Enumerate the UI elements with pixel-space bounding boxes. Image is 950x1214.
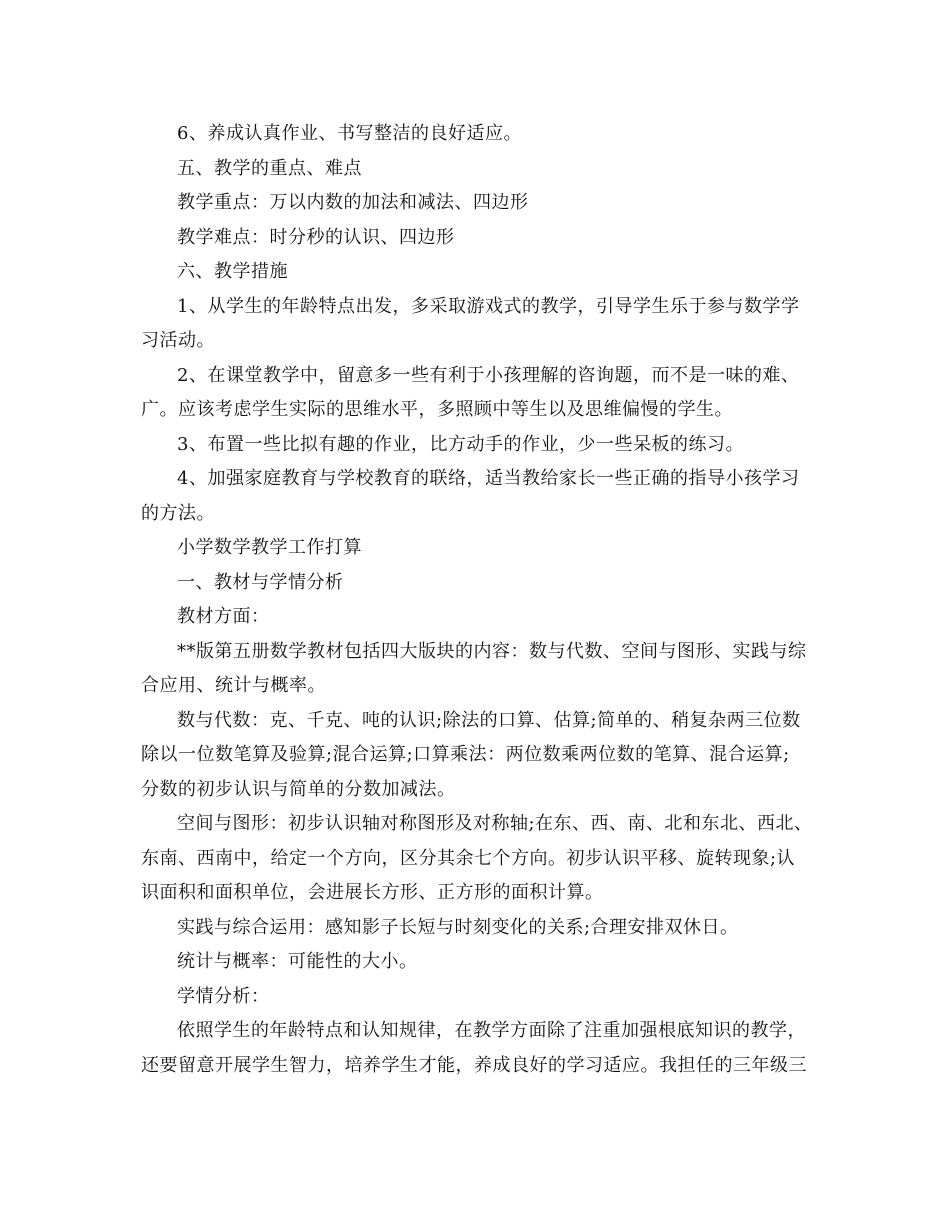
text-line: 6、养成认真作业、书写整洁的良好适应。	[177, 123, 522, 144]
section-heading: 一、教材与学情分析	[177, 572, 344, 593]
text-line: 东南、西南中，给定一个方向，区分其余七个方向。初步认识平移、旋转现象;认	[141, 848, 796, 869]
text-line: 的方法。	[141, 503, 215, 524]
text-line: 依照学生的年龄特点和认知规律，在教学方面除了注重加强根底知识的教学，	[177, 1020, 806, 1041]
text-line: 合应用、统计与概率。	[141, 675, 326, 696]
section-heading: 六、教学措施	[177, 261, 288, 282]
text-line: 教学难点：时分秒的认识、四边形	[177, 227, 455, 248]
text-line: 数与代数：克、千克、吨的认识;除法的口算、估算;简单的、稍复杂两三位数	[177, 710, 801, 731]
section-heading: 五、教学的重点、难点	[177, 158, 362, 179]
text-line: 习活动。	[141, 330, 215, 351]
text-line: 1、从学生的年龄特点出发，多采取游戏式的教学，引导学生乐于参与数学学	[177, 296, 800, 317]
text-line: 学情分析：	[177, 986, 270, 1007]
text-line: 教材方面：	[177, 606, 270, 627]
text-line: 还要留意开展学生智力，培养学生才能，养成良好的学习适应。我担任的三年级三	[141, 1055, 807, 1076]
text-line: 2、在课堂教学中，留意多一些有利于小孩理解的咨询题，而不是一味的难、	[177, 365, 800, 386]
text-line: 识面积和面积单位，会进展长方形、正方形的面积计算。	[141, 882, 604, 903]
text-line: 空间与图形：初步认识轴对称图形及对称轴;在东、西、南、北和东北、西北、	[177, 813, 813, 834]
text-line: 除以一位数笔算及验算;混合运算;口算乘法：两位数乘两位数的笔算、混合运算;	[141, 744, 790, 765]
text-line: 实践与综合运用：感知影子长短与时刻变化的关系;合理安排双休日。	[177, 917, 739, 938]
text-line: 分数的初步认识与简单的分数加减法。	[141, 779, 456, 800]
text-line: 广。应该考虑学生实际的思维水平，多照顾中等生以及思维偏慢的学生。	[141, 399, 733, 420]
document-title: 小学数学教学工作打算	[177, 537, 362, 558]
text-line: 4、加强家庭教育与学校教育的联络，适当教给家长一些正确的指导小孩学习	[177, 468, 800, 489]
text-line: 统计与概率：可能性的大小。	[177, 951, 418, 972]
text-line: **版第五册数学教材包括四大版块的内容：数与代数、空间与图形、实践与综	[177, 641, 807, 662]
text-line: 3、布置一些比拟有趣的作业，比方动手的作业，少一些呆板的练习。	[177, 434, 744, 455]
text-line: 教学重点：万以内数的加法和减法、四边形	[177, 192, 529, 213]
